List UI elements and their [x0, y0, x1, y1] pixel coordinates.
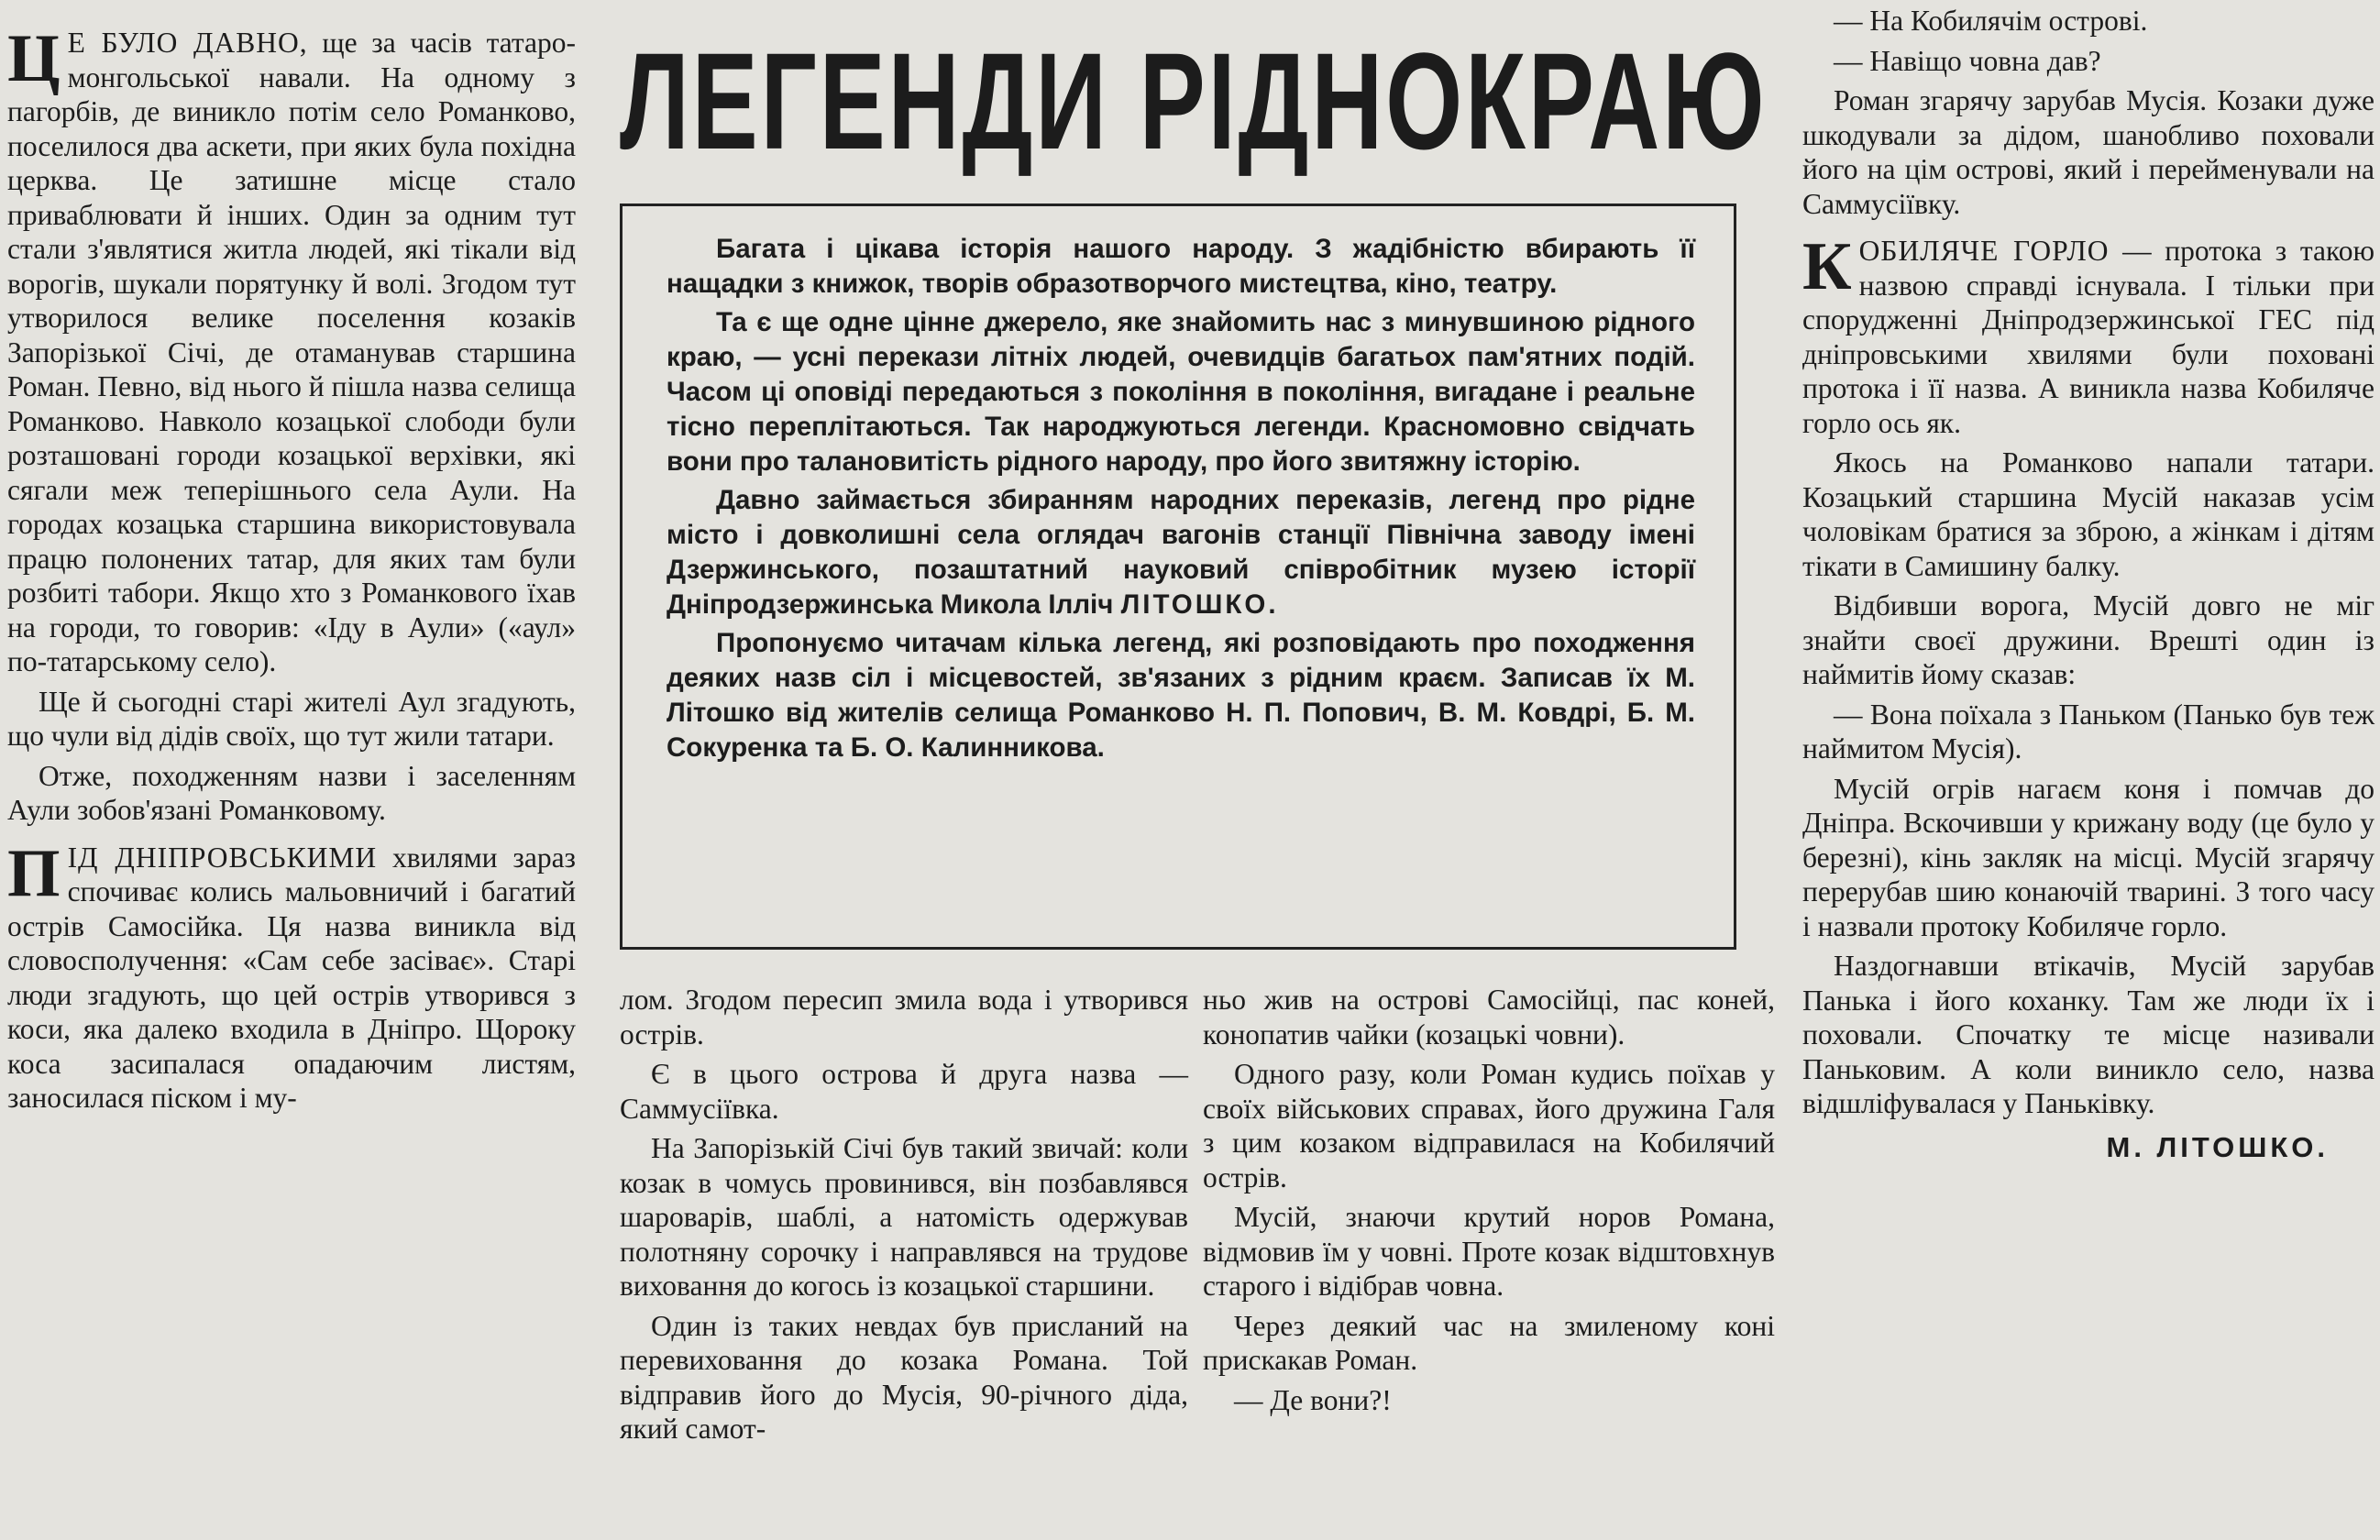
paragraph: Є в цього острова й друга назва — Саммусіївка.	[620, 1058, 1188, 1125]
paragraph: — Навіщо човна дав?	[1834, 44, 2101, 77]
drop-cap: К	[1802, 229, 1852, 304]
paragraph: Одного разу, коли Роман кудись поїхав у своїх військових справах, його дружина Галя з цим козаком відправилася на Кобилячий острів.	[1203, 1058, 1775, 1194]
paragraph: Ще й сьогодні старі жителі Аул згадують, що чули від дідів своїх, що тут жили татари.	[7, 685, 576, 752]
section-text: — протока з такою назвою справді існувала. І тільки при спорудженні Дніпродзержинської ГЕС під дніпровськими хвилями були поховані протока і її назва. А виникла назва Кобиляче горло ось як.	[1802, 235, 2375, 439]
intro-box	[620, 204, 1736, 950]
column-1	[7, 21, 577, 1121]
author-name: ЛІТОШКО.	[1120, 589, 1279, 620]
section-aulu	[7, 21, 577, 679]
paragraph: Роман згарячу зарубав Мусія. Козаки дуже шкодували за дідом, шанобливо поховали його на цім острові, який і перейменували на Саммусіївку.	[1802, 84, 2374, 220]
intro-paragraph: Пропонуємо читачам кілька легенд, які розповідають про походження деяких назв сіл і місцевостей, зв'язаних з рідним краєм. Записав їх М. Літошко від жителів селища Романково Н. П. Попович, В. М. Ковдрі, Б. М. Сокуренка та Б. О. Калинникова.	[667, 628, 1695, 763]
column-3	[1203, 983, 1775, 1423]
paragraph: Мусій огрів нагаєм коня і помчав до Дніпра. Вскочивши у крижану воду (це було у березні), кінь закляк на місці. Мусій згарячу перерубав шию конаючій тварині. З того часу і назвали протоку Кобиляче горло.	[1802, 772, 2374, 942]
paragraph: Через деякий час на змиленому коні прискакав Роман.	[1203, 1309, 1775, 1376]
intro-paragraph: Та є ще одне цінне джерело, яке знайомить нас з минувшиною рідного краю, — усні перекази літніх людей, очевидців багатьох пам'ятних подій. Часом ці оповіді передаються з покоління в покоління, вигадане і реальне тісно переплітаються. Так народжуються легенди. Красномовно свідчать вони про талановитість рідного народу, про його звитяжну історію.	[667, 307, 1695, 477]
intro-paragraph	[667, 483, 1695, 622]
drop-cap: Ц	[7, 21, 61, 96]
paragraph: Мусій, знаючи крутий норов Романа, відмовив їм у човні. Проте козак відштовхнув старого і відібрав човна.	[1203, 1201, 1775, 1302]
section-lead: Е БУЛО ДАВНО,	[67, 27, 308, 59]
intro-text: Давно займається збиранням народних переказів, легенд про рідне місто і довколишні села оглядач вагонів станції Північна заводу імені Дзержинського, позаштатний науковий співробітник музею історії Дніпродзержинська Микола Ілліч	[667, 485, 1695, 620]
paragraph: Якось на Романково напали татари. Козацький старшина Мусій наказав усім чоловікам братися за зброю, а жінкам і дітям тікати в Самишину балку.	[1802, 446, 2374, 582]
section-samosiyka	[7, 835, 576, 1116]
section-lead: ІД ДНІПРОВСЬКИМИ	[67, 841, 378, 874]
paragraph: — На Кобилячім острові.	[1834, 5, 2148, 37]
paragraph: Один із таких невдах був присланий на перевиховання до козака Романа. Той відправив його до Мусія, 90-річного діда, який самот-	[620, 1309, 1188, 1445]
intro-paragraph: Багата і цікава історія нашого народу. З жадібністю вбирають її нащадки з книжок, творів образотворчого мистецтва, кіно, театру.	[667, 234, 1695, 299]
paragraph: Відбивши ворога, Мусій довго не міг знайти своєї дружини. Врешті один із наймитів йому сказав:	[1802, 589, 2374, 690]
signature: М. ЛІТОШКО.	[2106, 1130, 2329, 1163]
paragraph: ньо жив на острові Самосійці, пас коней, конопатив чайки (козацькі човни).	[1203, 984, 1775, 1050]
section-text: хвилями зараз спочиває колись мальовничий і багатий острів Самосійка. Ця назва виникла від словосполучення: «Сам себе засіває». Старі люди згадують, що цей острів утворився з коси, яка далеко входила в Дніпро. Щороку коса засипалася опадаючим листям, заносилася піском і му-	[7, 841, 576, 1114]
headline: ЛЕГЕНДИ РІДНОКРАЮ	[620, 24, 1768, 178]
paragraph: лом. Згодом пересип змила вода і утворився острів.	[620, 984, 1188, 1050]
section-text: ще за часів татаро-монгольської навали. На одному з пагорбів, де виникло потім село Романково, поселилося два аскети, при яких була похідна церква. Це затишне місце стало приваблювати й інших. Один за одним тут стали з'являтися житла людей, які тікали від ворогів, шукали порятунку й волі. Згодом тут утворилося велике поселення козаків Запорізької Січі, де отаманував старшина Роман. Певно, від нього й пішла назва селища Романково. Навколо козацької слободи були розташовані городи козацької верхівки, які сягали меж теперішнього села Аули. На городах козацька старшина використовувала працю полонених татар, для яких там були розбиті табори. Якщо хто з Романкового їхав на городи, то говорив: «Іду в Аули» («аул» по-татарському село).	[7, 27, 577, 677]
column-4	[1802, 4, 2374, 1164]
paragraph: На Запорізькій Січі був такий звичай: коли козак в чомусь провинився, він позбавлявся шароварів, шаблі, а натомість одержував полотняну сорочку і направлявся на трудове виховання до когось із козацької старшини.	[620, 1132, 1188, 1302]
drop-cap: П	[7, 835, 61, 911]
section-lead: ОБИЛЯЧЕ ГОРЛО	[1858, 235, 2110, 267]
paragraph: — Де вони?!	[1234, 1383, 1392, 1416]
paragraph: Наздогнавши втікачів, Мусій зарубав Панька і його коханку. Там же люди їх і поховали. Спочатку те місце називали Паньковим. А коли виникло село, назва відшліфувалася у Паньківку.	[1802, 950, 2374, 1119]
section-kobylyache	[1802, 229, 2375, 440]
paragraph: Отже, походженням назви і заселенням Аули зобов'язані Романковому.	[7, 759, 576, 826]
column-2	[620, 983, 1188, 1452]
paragraph: — Вона поїхала з Паньком (Панько був теж наймитом Мусія).	[1802, 698, 2374, 764]
